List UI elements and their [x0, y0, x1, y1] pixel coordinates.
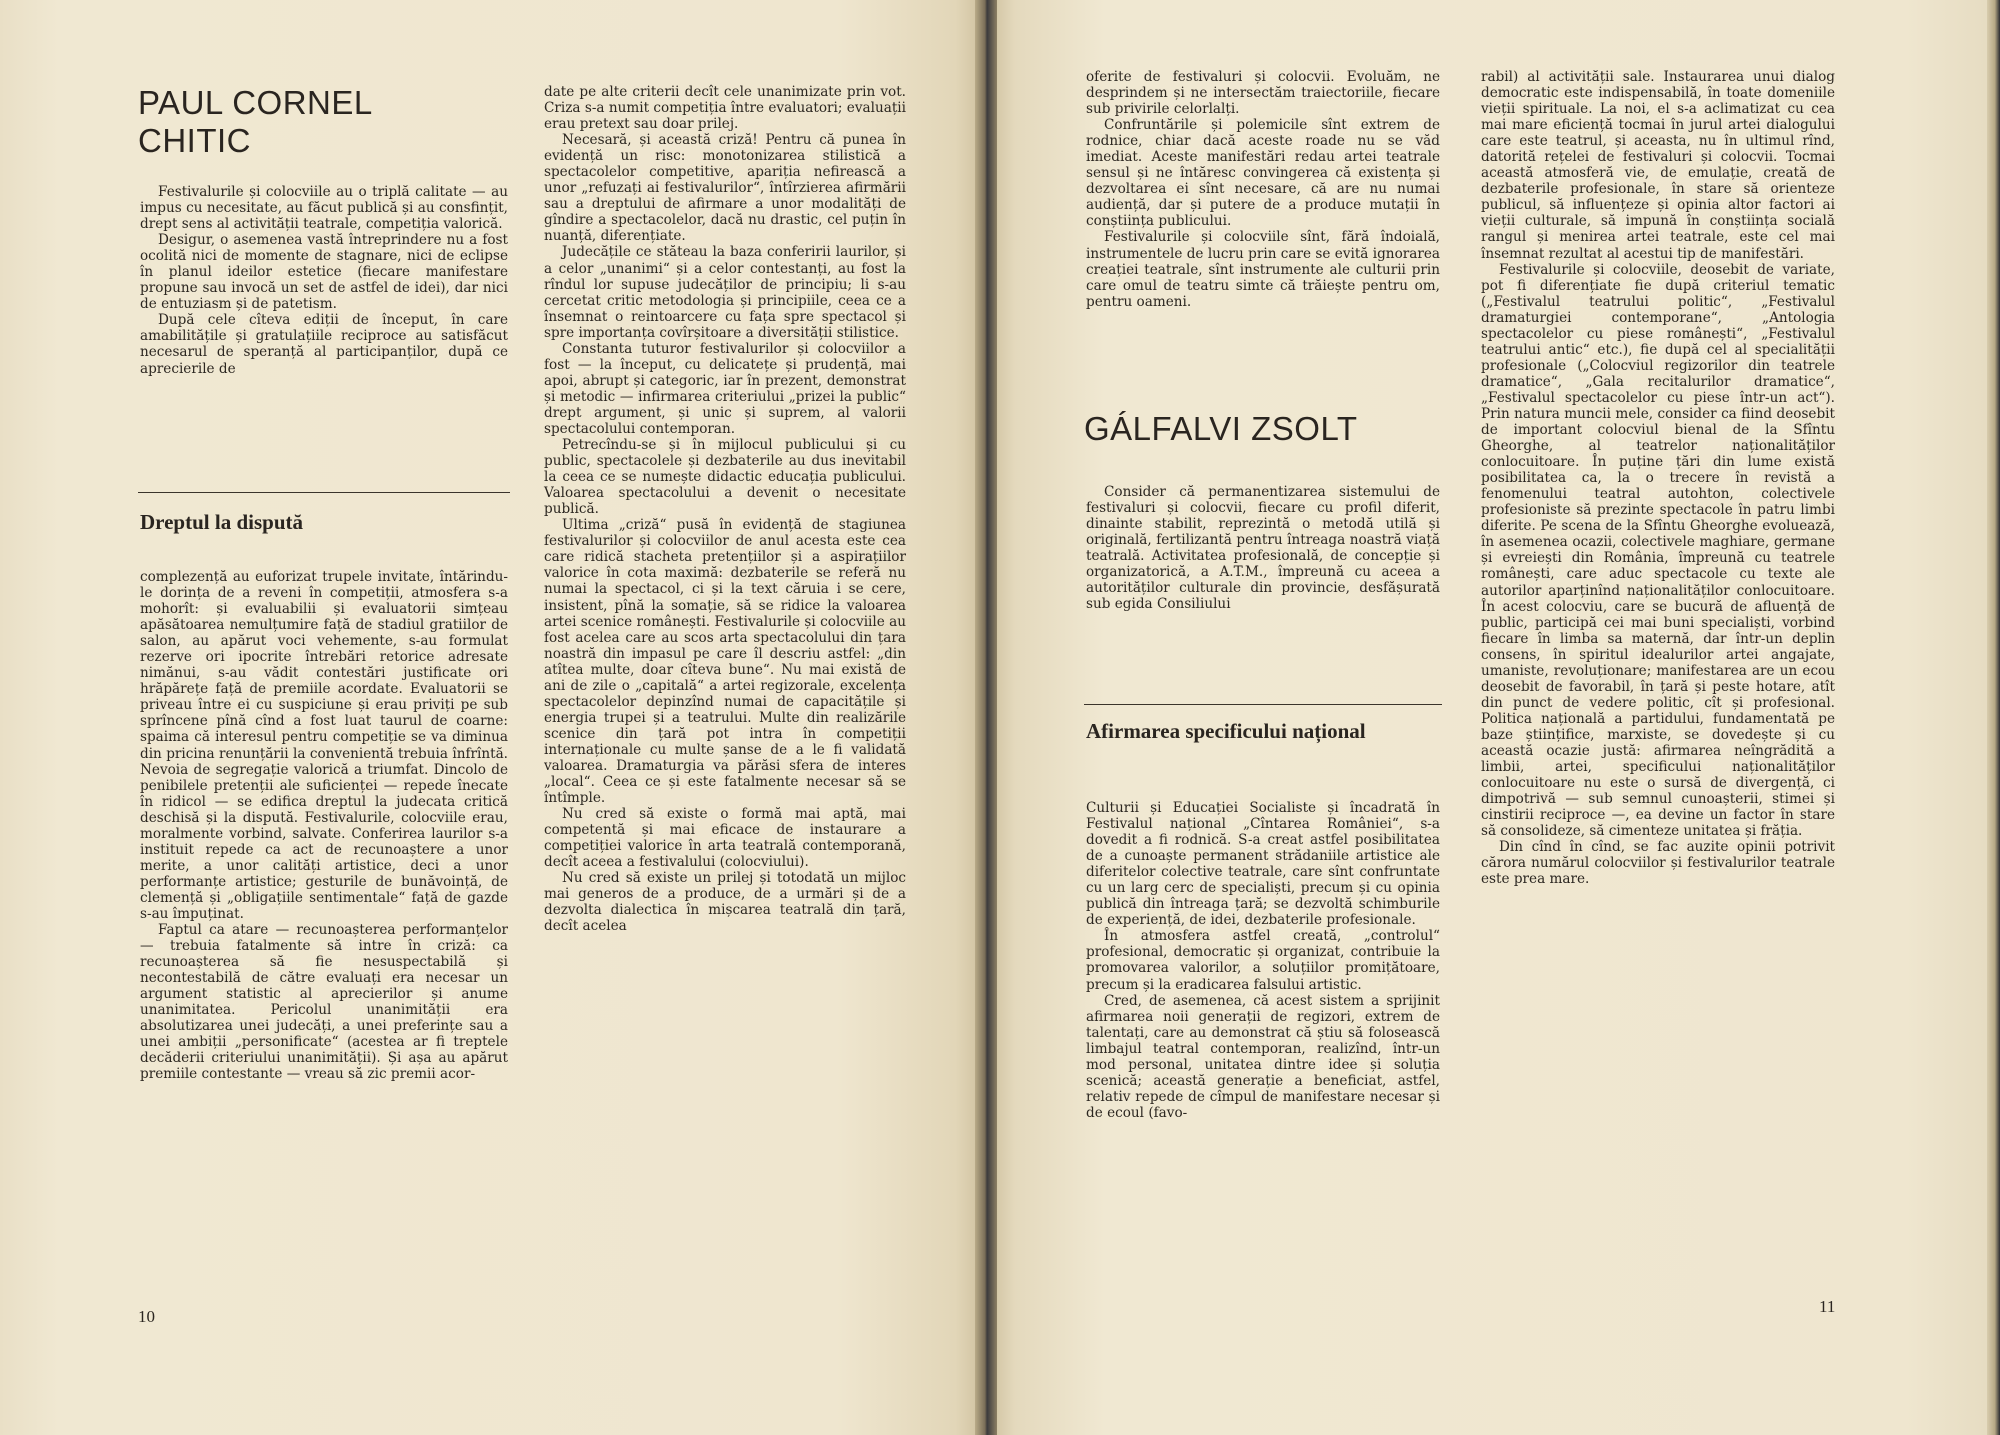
- paragraph: Nu cred să existe o formă mai aptă, mai competentă și mai eficace de instaurare a competiției valorice în arta teatrală contemporană, decît aceea a festivalului (colocviului).: [544, 806, 906, 871]
- article-column-1-top: [1086, 69, 1440, 310]
- section-title: Afirmarea specificului național: [1086, 719, 1366, 743]
- paragraph: Desigur, o asemenea vastă întreprindere nu a fost ocolită nici de momente de stagnare, nici de eclipse în planul ideilor estetice (fiecare manifestare propune sau invocă un set de astfel de idei), dar nici de entuziasm și de patetism.: [140, 232, 508, 313]
- paragraph: oferite de festivaluri și colocvii. Evoluăm, ne desprindem și ne intersectăm traiectoriile, fiecare sub privirile celorlalți.: [1086, 69, 1440, 118]
- paragraph: Necesară, și această criză! Pentru că punea în evidență un risc: monotonizarea stilistică a spectacolelor competitive, apariția nefirească a unor „refuzați ai festivalurilor“, întîrzierea afirmării sau a dreptului de afirmare a unor modalități de gîndire a spectacolelor, dacă nu drastic, cel puțin în nuanță, diferențiate.: [544, 132, 906, 245]
- paragraph: Consider că permanentizarea sistemului de festivaluri și colocvii, fiecare cu profil diferit, dinainte stabilit, reprezintă o metodă utilă și originală, fertilizantă pentru întreaga noastră viață teatrală. Activitatea profesională, de concepție și organizatorică, a A.T.M., împreună cu aceea a autorităților culturale din provincie, desfășurată sub egida Consiliului: [1086, 484, 1440, 613]
- paragraph: Ultima „criză“ pusă în evidență de stagiunea festivalurilor și colocviilor de anul acesta este cea care ridică stacheta pretențiilor și a aspirațiilor valorice în cota maximă: dezbaterile se referă nu numai la spectacol, ci și la text căruia i se cere, insistent, pînă la somație, să se ridice la valoarea artei scenice românești. Festivalurile și colocviile au fost acelea care au scos arta spectacolului din țara noastră din impasul pe care îl descriu astfel: „din atîtea multe, doar cîteva bune“. Nu mai există de ani de zile o „capitală“ a artei regizorale, excelența spectacolelor depinzînd numai de capacitățile și energia trupei și a teatrului. Multe din realizările scenice din țară pot intra în competiții internaționale cu multe șanse de a le fi validată valoarea. Dramaturgia va părăsi sfera de interes „local“. Ceea ce și este fatalmente necesar să se întîmple.: [544, 517, 906, 807]
- page-number: 10: [138, 1307, 155, 1326]
- paragraph: Culturii și Educației Socialiste și încadrată în Festivalul național „Cîntarea României“, s-a dovedit a fi rodnică. S-a creat astfel posibilitatea de a cunoaște permanent strădaniile artistice ale diferitelor colective teatrale, care sînt confruntate cu un larg cerc de specialiști, precum și cu opinia publică din întreaga țară; se dezvoltă schimburile de experiență, de idei, dezbaterile profesionale.: [1086, 800, 1440, 929]
- paragraph: Festivalurile și colocviile au o triplă calitate — au impus cu necesitate, au făcut publică și au consfințit, drept sens al activității teatrale, competiția valorică.: [140, 184, 508, 233]
- paragraph: Confruntările și polemicile sînt extrem de rodnice, chiar dacă aceste roade nu se văd imediat. Aceste manifestări redau artei teatrale sensul și ne întăresc convingerea că existența și dezvoltarea ei sînt necesare, că are nu numai audiență, dar și putere de a produce mutații în conștiința publicului.: [1086, 117, 1440, 230]
- book-spine: [975, 0, 997, 1435]
- paragraph: Din cînd în cînd, se fac auzite opinii potrivit cărora numărul colocviilor și festivalurilor teatrale este prea mare.: [1481, 839, 1835, 888]
- paragraph: Faptul ca atare — recunoașterea performanțelor — trebuia fatalmente să intre în criză: ca recunoașterea să fie nesuspectabilă și necontestabilă de către evaluați era necesar un argument statistic al aprecierilor și anume unanimitatea. Pericolul unanimității era absolutizarea unei judecăți, a unei preferințe sau a unei ambiții „personificate“ (acestea ar fi treptele decăderii criteriului unanimității). Și așa au apărut premiile contestante — vreau să zic premii acor-: [140, 922, 508, 1083]
- author-heading: PAUL CORNEL CHITIC: [138, 84, 372, 159]
- paragraph: complezență au euforizat trupele invitate, întărindu-le dorința de a reveni în competiții, atmosfera s-a mohorît: și evaluabilii și evaluatorii simțeau apăsătoarea nemulțumire față de stadiul gratiilor de salon, au apărut voci vehemente, s-au formulat rezerve ori ipocrite întrebări retorice adresate nimănui, s-au vădit contestări justificate ori hrăpărețe față de premiile acordate. Evaluatorii se priveau între ei cu suspiciune și erau priviți pe sub sprîncene pînă cînd a fost luat taurul de coarne: spaima că interesul pentru competiție se va diminua din pricina renunțării la convenientă trebuia înfrîntă. Nevoia de segregație valorică a triumfat. Dincolo de penibilele pretenții ale suficienței — repede înecate în ridicol — se edifica dreptul la judecata critică deschisă și la dispută. Festivalurile, colocviile erau, moralmente vorbind, salvate. Conferirea laurilor s-a instituit repede ca act de recunoaștere a unor merite, a unor calități artistice, deci a unor performanțe artistice; gesturile de bunăvoință, de clemență și „obligațiile sentimentale“ față de gazde s-au împuținat.: [140, 569, 508, 922]
- paragraph: Cred, de asemenea, că acest sistem a sprijinit afirmarea noii generații de regizori, extrem de talentați, care au demonstrat că știu să folosească limbajul teatral contemporan, realizînd, într-un mod personal, unitatea dintre idee și soluția scenică; această generație a beneficiat, astfel, relativ repede de cîmpul de manifestare necesar și de ecoul (favo-: [1086, 992, 1440, 1121]
- section-title: Dreptul la dispută: [140, 510, 303, 534]
- page-edge: [1987, 0, 2000, 1435]
- left-page: [0, 0, 985, 1435]
- paragraph: rabil) al activității sale. Instaurarea unui dialog democratic este indispensabilă, în toate domeniile vieții spirituale. La noi, el s-a aclimatizat cu cea mai mare eficiență tocmai în jurul artei dialogului care este teatrul, și aceasta, nu în ultimul rînd, datorită rețelei de festivaluri și colocvii. Tocmai această atmosferă vie, de emulație, creată de dezbaterile profesionale, în stare să orienteze publicul, să influențeze și opinia altor factori ai vieții culturale, să impună în conștiința socială rangul și menirea artei teatrale, este cel mai însemnat rezultat al acestui tip de manifestări.: [1481, 69, 1835, 262]
- author-heading: GÁLFALVI ZSOLT: [1084, 410, 1358, 447]
- paragraph: Constanta tuturor festivalurilor și colocviilor a fost — la început, cu delicatețe și prudență, mai apoi, abrupt și categoric, iar în prezent, demonstrat și metodic — infirmarea criteriului „prizei la public“ drept argument, și unic și suprem, al valorii spectacolului contemporan.: [544, 340, 906, 437]
- page-number: 11: [1819, 1297, 1836, 1316]
- paragraph: date pe alte criterii decît cele unanimizate prin vot. Criza s-a numit competiția între evaluatori; evaluații erau pretext sau doar prilej.: [544, 84, 906, 133]
- paragraph: Festivalurile și colocviile sînt, fără îndoială, instrumentele de lucru prin care se evită ignorarea creației teatrale, sînt instrumente ale culturii prin care omul de teatru simte că trăiește pentru om, pentru oameni.: [1086, 229, 1440, 310]
- article-column-2: [544, 84, 906, 934]
- section-divider: [1084, 704, 1442, 705]
- paragraph: Festivalurile și colocviile, deosebit de variate, pot fi diferențiate fie după criteriul tematic („Festivalul teatrului politic“, „Festivalul dramaturgiei contemporane“, „Antologia spectacolelor cu piese românești“, „Festivalul teatrului antic“ etc.), fie după cel al specialității profesionale („Colocviul regizorilor din teatrele dramatice“, „Gala recitalurilor dramatice“, „Festivalul spectacolelor cu piese într-un act“). Prin natura muncii mele, consider ca fiind deosebit de important colocviul bienal de la Sfîntu Gheorghe, al teatrelor naționalităților conlocuitoare. În puține țări din lume există posibilitatea ca, la o trecere în revistă a fenomenului teatral autohton, colectivele profesioniste să prezinte spectacole în patru limbi diferite. Pe scena de la Sfîntu Gheorghe evoluează, în asemenea ocazii, colectivele maghiare, germane și evreiești din România, împreună cu teatrele românești, care aduc spectacole cu texte ale autorilor aparținînd naționalităților conlocuitoare. În acest colocviu, care se bucură de afluență de public, participă cei mai buni specialiști, vorbind fiecare în limba sa maternă, dar într-un deplin consens, în spiritul idealurilor artei angajate, umaniste, revoluționare; manifestarea are un ecou deosebit de favorabil, în țară și peste hotare, atît din punct de vedere politic, cît și profesional. Politica națională a partidului, fundamentată pe baze științifice, marxiste, se dovedește și cu această ocazie justă: afirmarea neîngrădită a limbii, artei, specificului naționalităților conlocuitoare nu este o sursă de divergență, ci dimpotrivă — sub semnul cunoașterii, stimei și cinstirii reciproce —, ea devine un factor în stare să consolideze, să cimenteze unitatea și frăția.: [1481, 261, 1835, 840]
- paragraph: Nu cred să existe un prilej și totodată un mijloc mai generos de a produce, de a urmări și de a dezvolta dialectica în mișcarea teatrală din țară, decît acelea: [544, 870, 906, 935]
- intro-text: [1086, 484, 1440, 612]
- paragraph: După cele cîteva ediții de început, în care amabilitățile și gratulațiile reciproce au satisfăcut necesarul de speranță al participanților, după ce aprecierile de: [140, 312, 508, 377]
- article-column-2: [1481, 69, 1835, 887]
- section-divider: [138, 492, 510, 493]
- article-column-1-bottom: [1086, 800, 1440, 1121]
- right-page: [985, 0, 1987, 1435]
- paragraph: Petrecîndu-se și în mijlocul publicului și cu public, spectacolele și dezbaterile au dus inevitabil la ceea ce se numește didactic educația publicului. Valoarea spectacolului a devenit o necesitate publică.: [544, 437, 906, 518]
- intro-text: [140, 184, 508, 377]
- paragraph: Judecățile ce stăteau la baza conferirii laurilor, și a celor „unanimi“ și a celor contestanți, au fost la rîndul lor supuse judecăților de principiu; li s-au cercetat critic metodologia și principiile, ceea ce a însemnat o reintoarcere cu fața spre spectacol și spre importanța covîrșitoare a diversității stilistice.: [544, 244, 906, 341]
- paragraph: În atmosfera astfel creată, „controlul“ profesional, democratic și organizat, contribuie la promovarea valorilor, a soluțiilor promițătoare, precum și la eradicarea falsului artistic.: [1086, 928, 1440, 993]
- article-column-1: [140, 569, 508, 1083]
